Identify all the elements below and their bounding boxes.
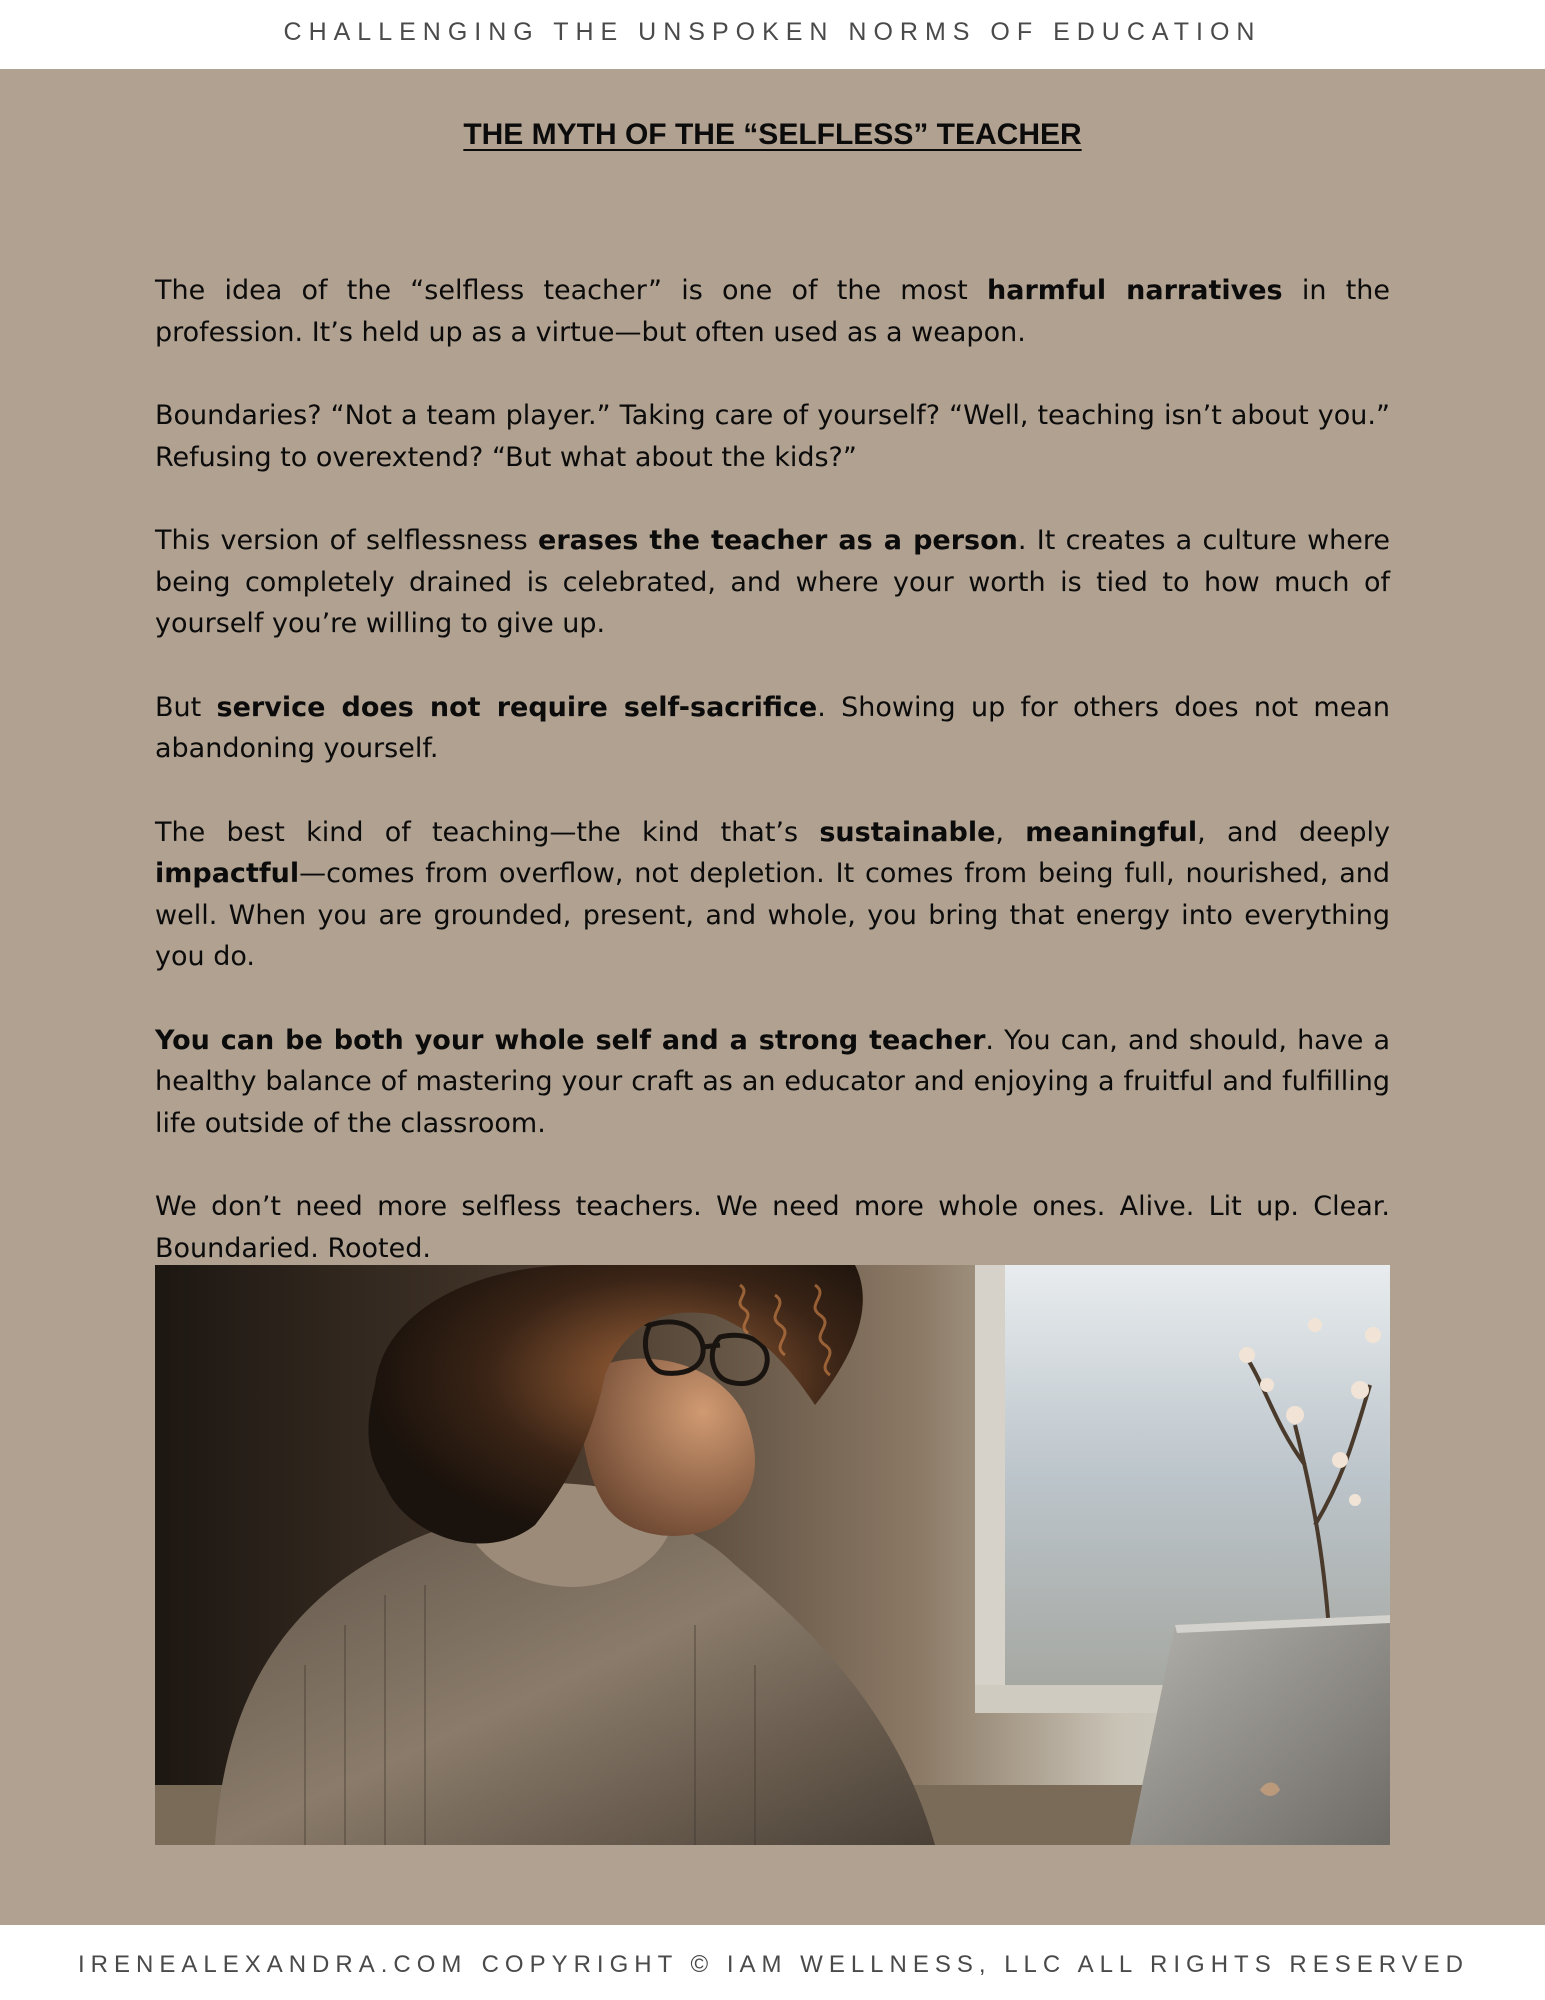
paragraph-5-text-a: The best kind of teaching—the kind that’s [155, 816, 820, 848]
paragraph-1-bold: harmful narratives [987, 275, 1283, 306]
footer-band [0, 1925, 1545, 2000]
paragraph-5-bold-sustainable: sustainable [819, 816, 996, 848]
article-title-text: THE MYTH OF THE “SELFLESS” TEACHER [463, 118, 1082, 151]
paragraph-7: We don’t need more selfless teachers. We need more whole ones. Alive. Lit up. Clear. Boundaried. Rooted. [155, 1191, 1390, 1264]
paragraph-3-bold: erases the teacher as a person [538, 525, 1018, 556]
paragraph-1 [155, 270, 1390, 353]
paragraph-6-text-b: . You can, and should, have a healthy balance of mastering your craft as an educator and enjoying a fruitful and fulfilling life outside of the classroom. [155, 1024, 1390, 1139]
article-body [155, 270, 1390, 1311]
paragraph-5-bold-meaningful: meaningful [1025, 816, 1198, 848]
paragraph-1-text-c: in the profession. It’s held up as a virtue—but often used as a weapon. [155, 275, 1391, 348]
woman-with-glasses-at-laptop-photo [155, 1265, 1390, 1845]
paragraph-3-text-c: . It creates a culture where being completely drained is celebrated, and where your worth is tied to how much of yourself you’re willing to give up. [155, 525, 1390, 639]
paragraph-4-bold: service does not require self-sacrifice [216, 691, 818, 723]
paragraph-5-text-e: , and deeply [1197, 816, 1391, 848]
article-title [0, 118, 1545, 152]
paragraph-4-text-c: . Showing up for others does not mean abandoning yourself. [155, 691, 1391, 764]
footer-website: IRENEALEXANDRA.COM [78, 1951, 468, 1978]
paragraph-4-text-a: But [155, 691, 217, 723]
paragraph-6 [155, 1020, 1390, 1145]
running-header: CHALLENGING THE UNSPOKEN NORMS OF EDUCATION [283, 18, 1262, 46]
footer-copyright: COPYRIGHT © IAM WELLNESS, LLC ALL RIGHTS RESERVED [481, 1951, 1469, 1978]
paragraph-4 [155, 687, 1390, 770]
paragraph-6-bold: You can be both your whole self and a strong teacher [155, 1024, 986, 1056]
paragraph-1-text-a: The idea of the “selfless teacher” is one of the most [155, 275, 987, 306]
paragraph-3 [155, 520, 1390, 645]
paragraph-5 [155, 812, 1390, 978]
paragraph-5-text-c: , [995, 816, 1026, 848]
paragraph-3-text-a: This version of selflessness [155, 525, 539, 556]
paragraph-5-text-g: —comes from overflow, not depletion. It comes from being full, nourished, and well. When you are grounded, present, and whole, you bring that energy into everything you do. [155, 858, 1390, 972]
header-band [0, 0, 1545, 69]
paragraph-2: Boundaries? “Not a team player.” Taking care of yourself? “Well, teaching isn’t about you.” Refusing to overextend? “But what about the kids?” [155, 400, 1390, 473]
paragraph-5-bold-impactful: impactful [155, 858, 300, 889]
